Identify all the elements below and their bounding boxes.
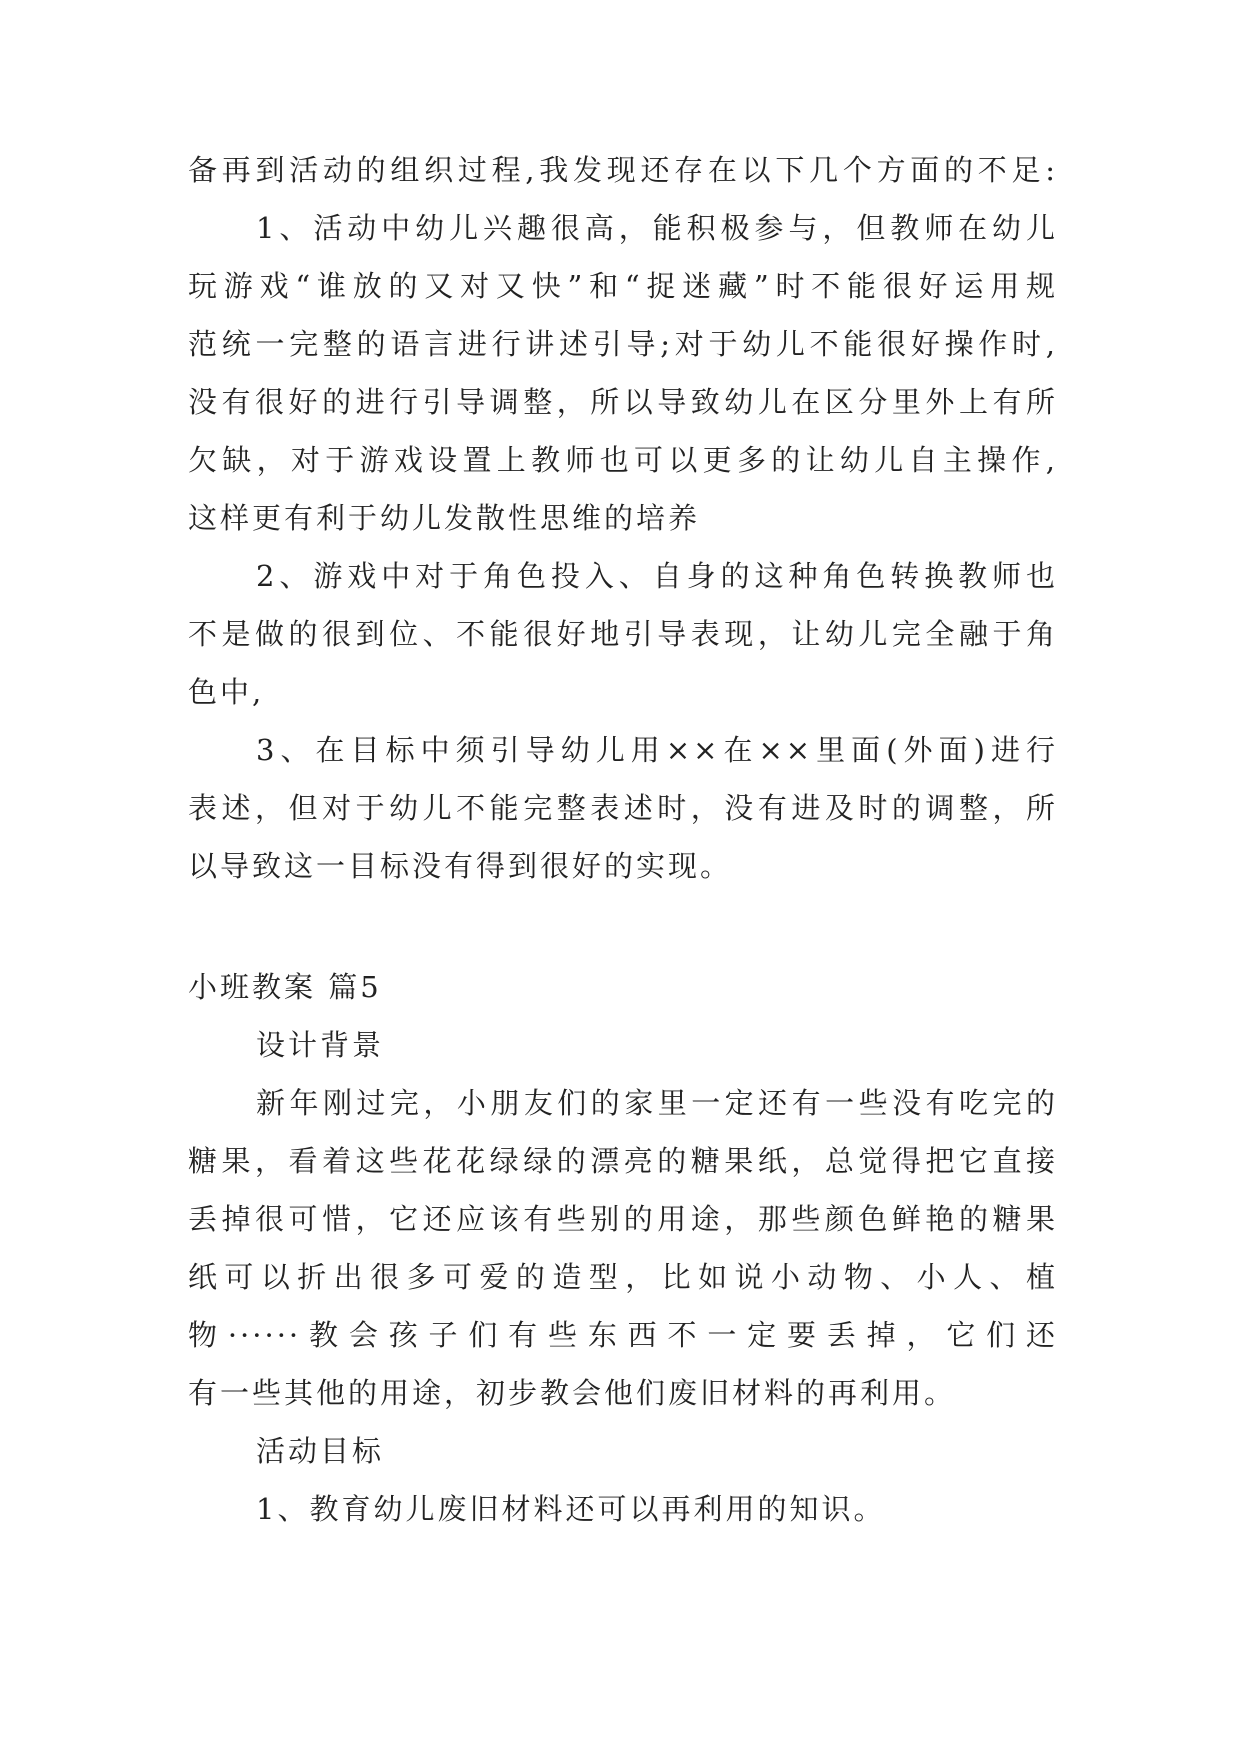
text-line: 1、活动中幼儿兴趣很高，能积极参与，但教师在幼儿 xyxy=(256,211,1058,245)
section-heading: 小班教案 篇5 xyxy=(188,970,382,1004)
text-line: 这样更有利于幼儿发散性思维的培养 xyxy=(188,501,701,535)
text-line: 1、教育幼儿废旧材料还可以再利用的知识。 xyxy=(256,1492,886,1526)
text-line: 表述，但对于幼儿不能完整表述时，没有进及时的调整，所 xyxy=(188,791,1058,825)
text-line: 没有很好的进行引导调整，所以导致幼儿在区分里外上有所 xyxy=(188,385,1058,419)
text-line: 范统一完整的语言进行讲述引导;对于幼儿不能很好操作时, xyxy=(188,327,1058,361)
text-line: 玩游戏“谁放的又对又快”和“捉迷藏”时不能很好运用规 xyxy=(188,269,1058,303)
text-line: 糖果，看着这些花花绿绿的漂亮的糖果纸，总觉得把它直接 xyxy=(188,1144,1058,1178)
subheading: 活动目标 xyxy=(256,1434,385,1468)
text-line: 色中, xyxy=(188,675,265,709)
text-line: 有一些其他的用途，初步教会他们废旧材料的再利用。 xyxy=(188,1376,957,1410)
text-line: 丢掉很可惜，它还应该有些别的用途，那些颜色鲜艳的糖果 xyxy=(188,1202,1058,1236)
text-line: 不是做的很到位、不能很好地引导表现，让幼儿完全融于角 xyxy=(188,617,1058,651)
text-line: 纸可以折出很多可爱的造型，比如说小动物、小人、植 xyxy=(188,1260,1058,1294)
text-line: 3、在目标中须引导幼儿用××在××里面(外面)进行 xyxy=(256,733,1058,767)
text-line: 新年刚过完，小朋友们的家里一定还有一些没有吃完的 xyxy=(256,1086,1058,1120)
text-line: 以导致这一目标没有得到很好的实现。 xyxy=(188,849,733,883)
text-line: 物······教会孩子们有些东西不一定要丢掉，它们还 xyxy=(188,1318,1058,1352)
subheading: 设计背景 xyxy=(256,1028,385,1062)
text-line: 2、游戏中对于角色投入、自身的这种角色转换教师也 xyxy=(256,559,1058,593)
text-line: 欠缺，对于游戏设置上教师也可以更多的让幼儿自主操作, xyxy=(188,443,1058,477)
text-line: 备再到活动的组织过程,我发现还存在以下几个方面的不足: xyxy=(188,153,1058,187)
